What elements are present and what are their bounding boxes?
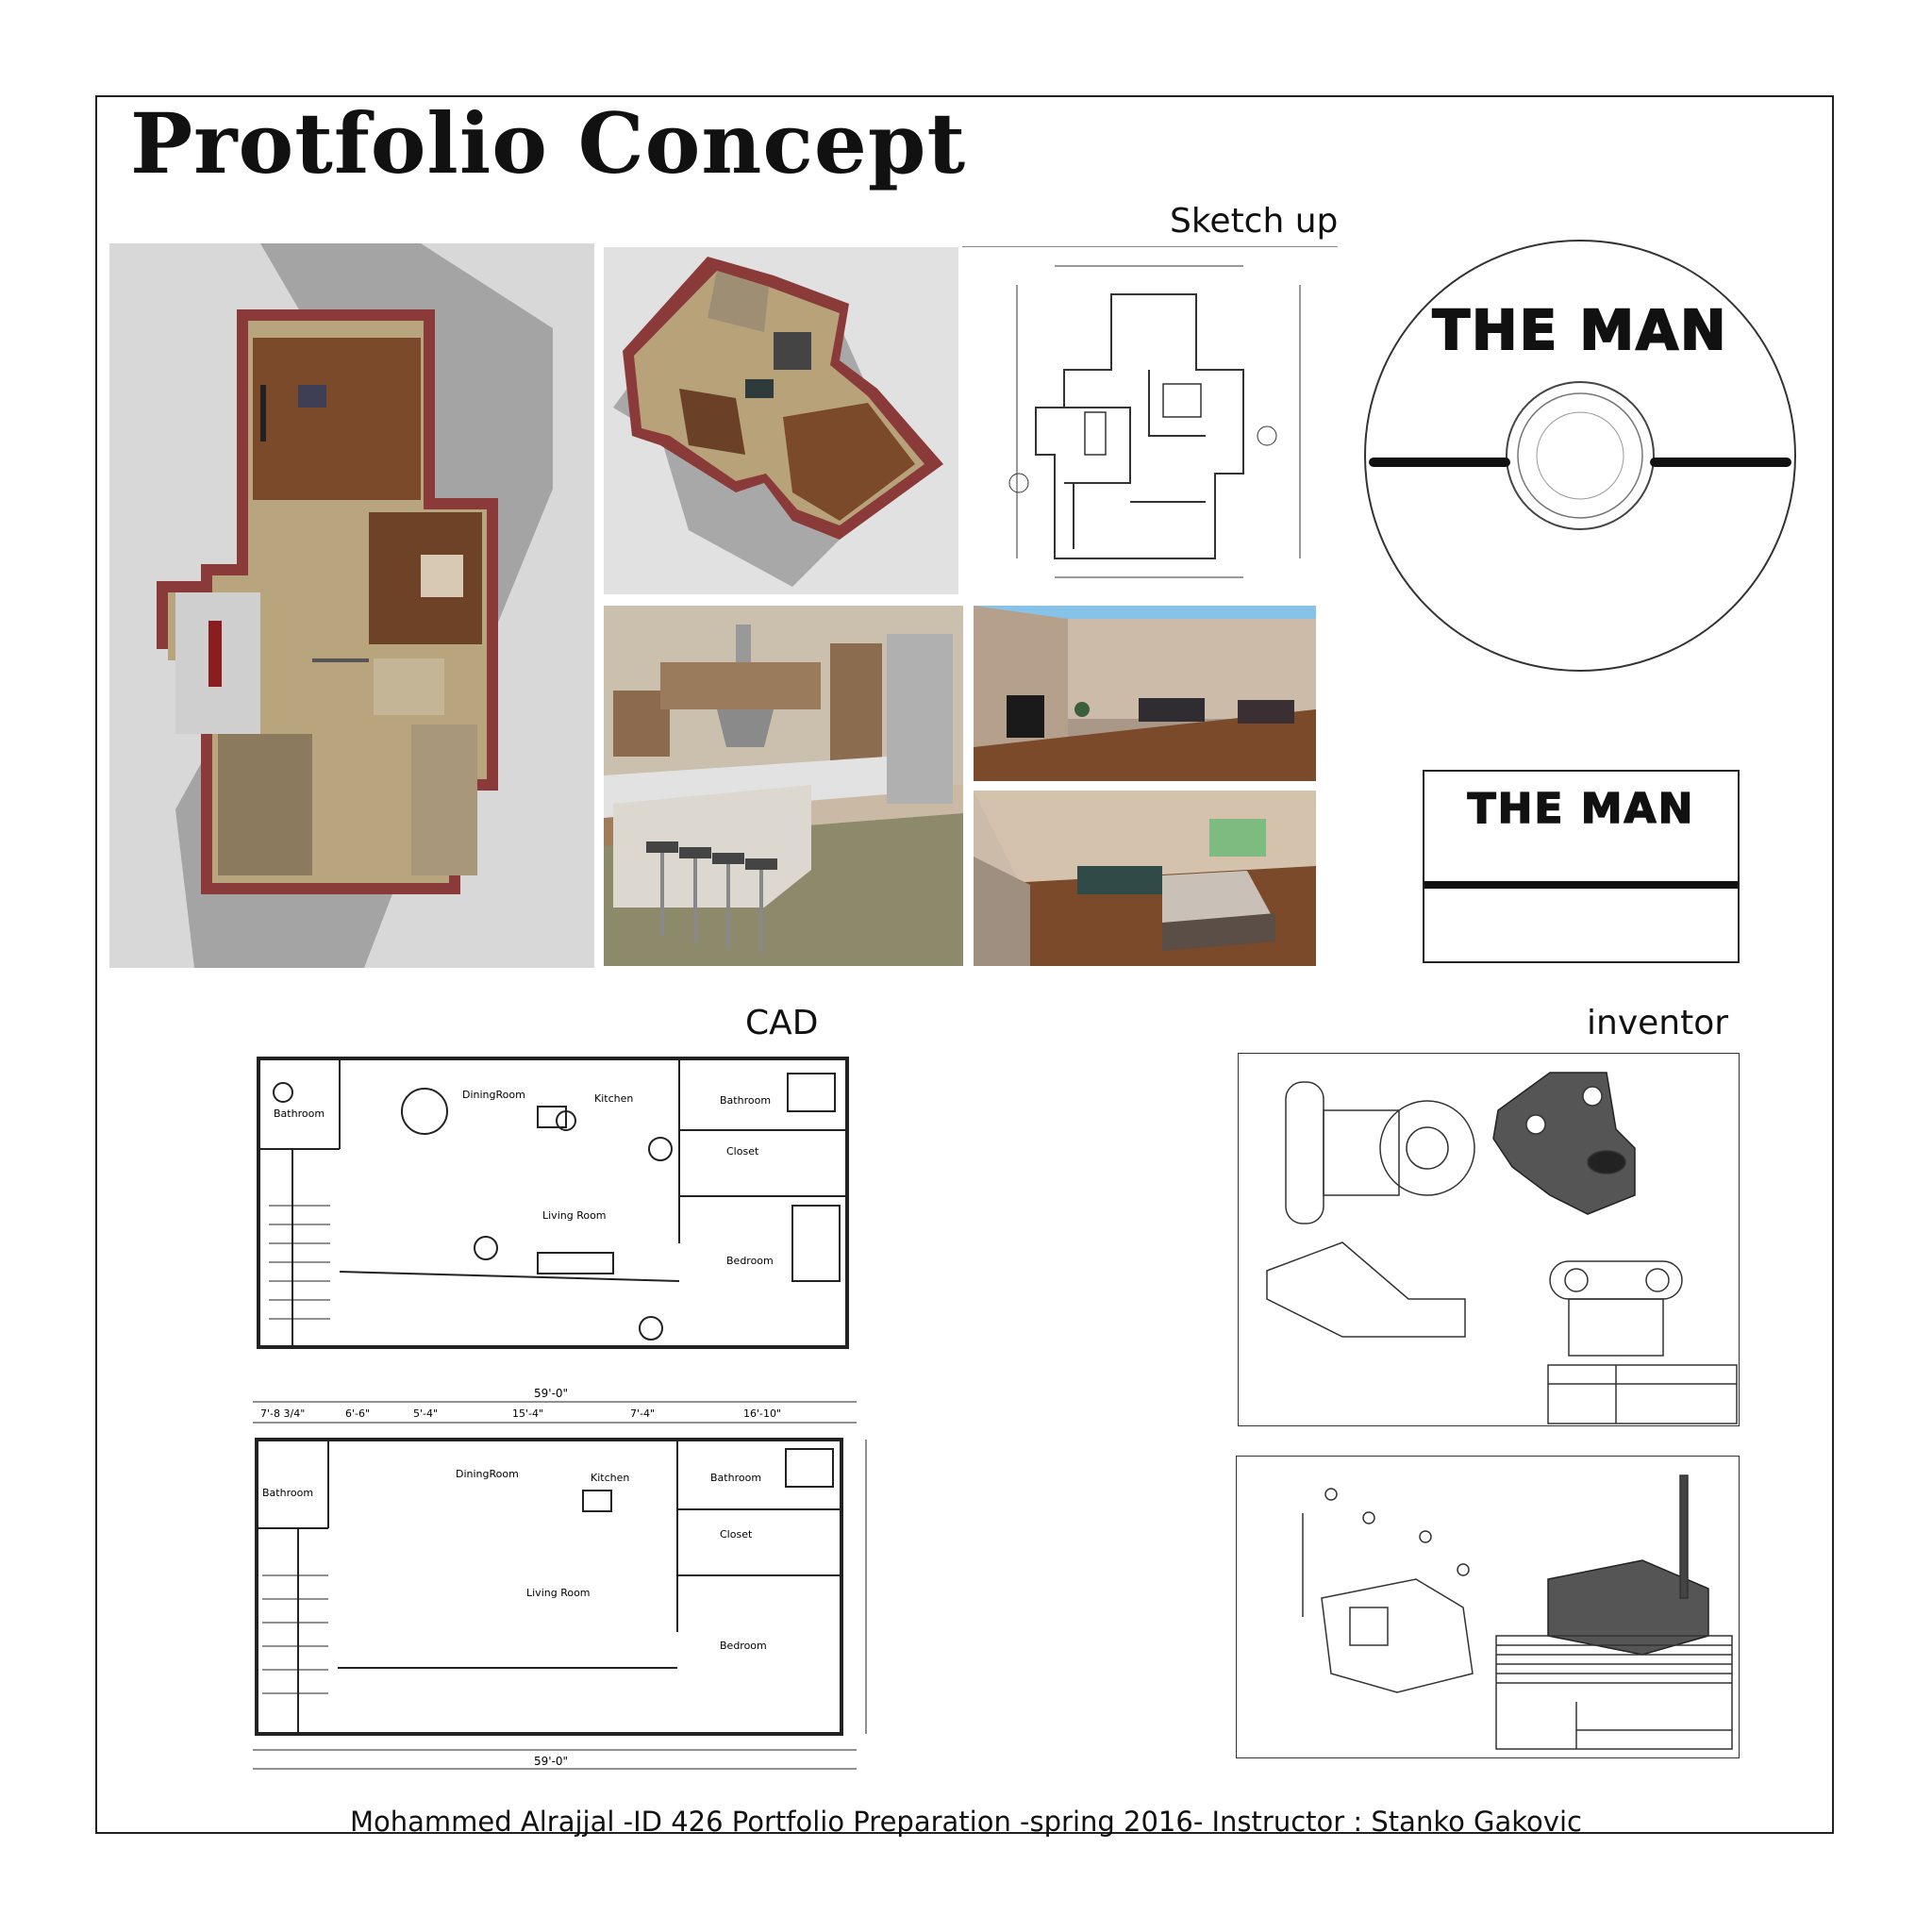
page-title: Protfolio Concept [130,94,967,192]
footer-credit: Mohammed Alrajjal -ID 426 Portfolio Preparation -spring 2016- Instructor : Stanko Gakovic [350,1806,1582,1838]
cad-dim-overall-top: 59'-0" [534,1387,569,1400]
cad-room-living-2: Living Room [526,1587,591,1599]
inventor-drawing-bracket [1238,1053,1740,1426]
cad-room-bathroom-2: Bathroom [720,1094,772,1107]
cad-room-living: Living Room [542,1209,607,1222]
cad-dim-top-1: 7'-8 3/4" [260,1407,306,1420]
cad-room-bathroom-4: Bathroom [710,1472,762,1484]
cad-room-bedroom-2: Bedroom [720,1640,767,1652]
sketchup-render-living [974,606,1316,781]
sketchup-render-bedroom [974,791,1316,966]
cd-disc-text: THE MAN [1432,298,1728,362]
cad-dim-top-3: 5'-4" [413,1407,439,1420]
cad-floorplan-dimensioned [243,1387,881,1778]
cad-room-closet-2: Closet [720,1528,753,1541]
inventor-drawing-vise [1236,1456,1740,1758]
sketchup-plan-drawing [960,247,1338,594]
cad-dim-top-5: 7'-4" [630,1407,656,1420]
cad-dim-top-4: 15'-4" [512,1407,544,1420]
section-label-inventor: inventor [1587,1004,1729,1042]
sketchup-render-isometric [604,247,958,594]
cad-room-dining-2: DiningRoom [456,1468,519,1480]
cad-room-kitchen: Kitchen [594,1092,634,1105]
cd-label [1423,770,1740,963]
section-label-sketchup: Sketch up [1170,202,1339,241]
cad-dim-overall-bottom: 59'-0" [534,1755,569,1768]
cad-room-bathroom-3: Bathroom [262,1487,314,1499]
sketchup-render-topview [109,243,594,968]
cad-room-bedroom: Bedroom [726,1255,774,1267]
cd-label-text: THE MAN [1467,785,1695,833]
cad-room-closet: Closet [726,1145,759,1158]
section-label-cad: CAD [745,1004,819,1042]
cd-label-stripe [1424,881,1738,889]
cad-room-kitchen-2: Kitchen [591,1472,630,1484]
cad-floorplan-furnished [255,1055,851,1353]
cad-room-dining: DiningRoom [462,1089,525,1101]
cad-dim-top-6: 16'-10" [743,1407,782,1420]
cad-dim-top-2: 6'-6" [345,1407,371,1420]
sketchup-render-kitchen [604,606,963,966]
cad-room-bathroom: Bathroom [274,1108,325,1120]
